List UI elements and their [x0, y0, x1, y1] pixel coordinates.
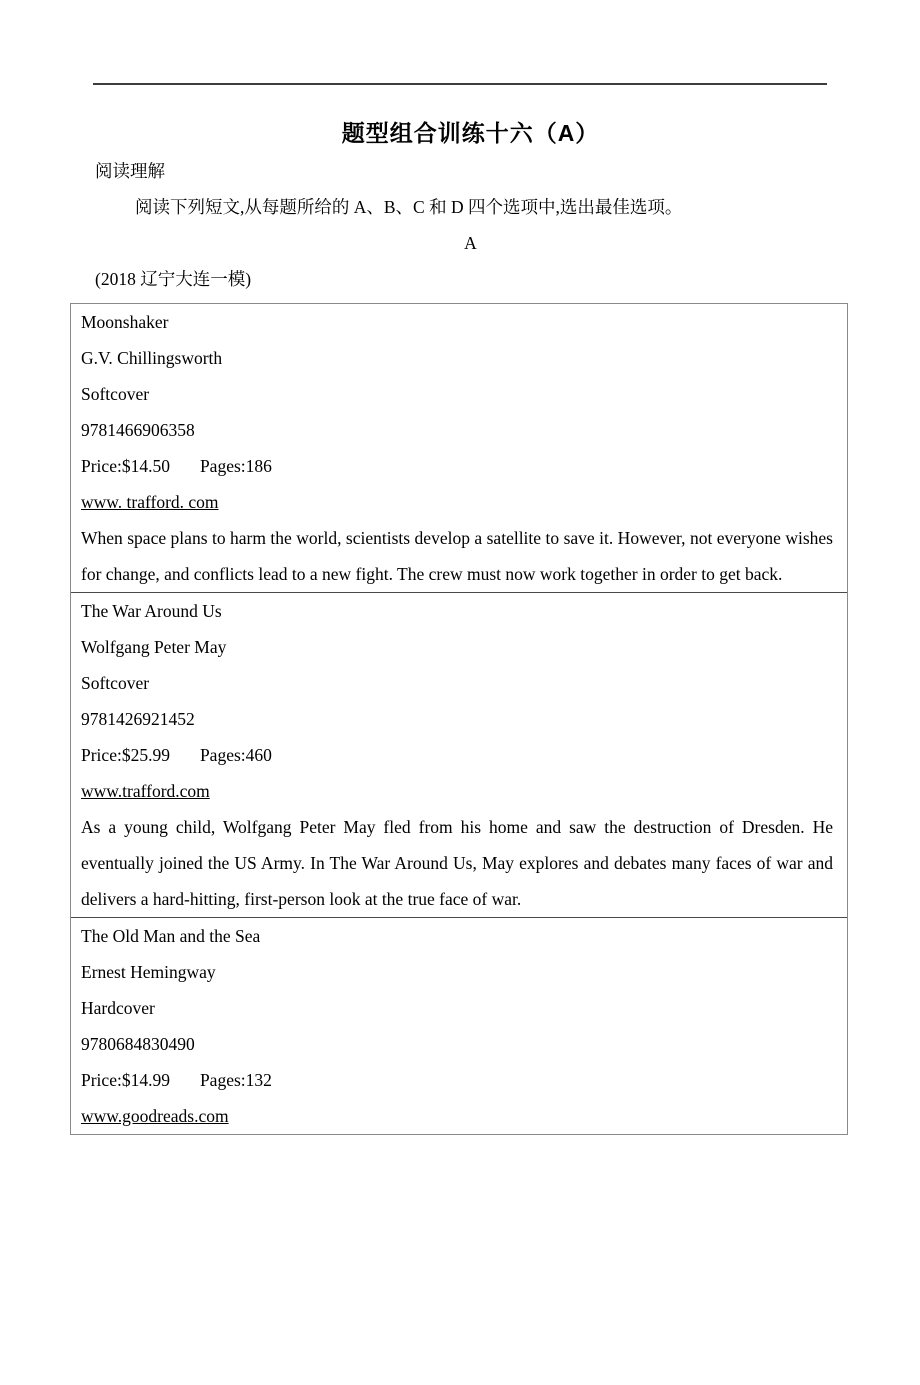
instruction-text: 阅读下列短文,从每题所给的 A、B、C 和 D 四个选项中,选出最佳选项。: [135, 197, 683, 217]
book-title: Moonshaker: [81, 312, 169, 332]
book-price: Price:$14.99: [81, 1070, 170, 1090]
book-pages: Pages:460: [199, 745, 272, 765]
source-note: (2018 辽宁大连一模): [95, 269, 252, 289]
book-pages: Pages:186: [199, 456, 272, 476]
book-format: Softcover: [81, 673, 150, 693]
book-entry: [71, 304, 847, 592]
book-price-pages: [81, 1062, 833, 1098]
book-pages: Pages:132: [199, 1070, 272, 1090]
header-rule: [93, 83, 827, 85]
book-isbn: 9781466906358: [81, 420, 195, 440]
book-price: Price:$25.99: [81, 745, 170, 765]
section-label: 阅读理解: [95, 161, 165, 181]
book-price-pages: [81, 448, 833, 484]
book-entry: [71, 592, 847, 917]
book-price-pages: [81, 737, 833, 773]
book-entry: [71, 917, 847, 1134]
book-url-link[interactable]: www.trafford.com: [81, 781, 210, 801]
book-format: Hardcover: [81, 998, 155, 1018]
book-url-link[interactable]: www. trafford. com: [81, 492, 219, 512]
book-price: Price:$14.50: [81, 456, 170, 476]
book-isbn: 9781426921452: [81, 709, 195, 729]
page-title: 题型组合训练十六（A）: [341, 120, 600, 146]
document-page: [0, 83, 920, 1385]
book-description: When space plans to harm the world, scientists develop a satellite to save it. However, not everyone wishes for change, and conflicts lead to a new fight. The crew must now work together in order to get back.: [81, 528, 833, 584]
book-description: As a young child, Wolfgang Peter May fled from his home and saw the destruction of Dresden. He eventually joined the US Army. In The War Around Us, May explores and debates many faces of war and delivers a hard-hitting, first-person look at the true face of war.: [81, 817, 833, 909]
book-title: The War Around Us: [81, 601, 222, 621]
book-url-link[interactable]: www.goodreads.com: [81, 1106, 229, 1126]
book-table: [70, 303, 848, 1135]
passage-label: A: [464, 233, 477, 253]
book-format: Softcover: [81, 384, 150, 404]
book-author: Ernest Hemingway: [81, 962, 216, 982]
book-title: The Old Man and the Sea: [81, 926, 261, 946]
book-isbn: 9780684830490: [81, 1034, 195, 1054]
book-author: G.V. Chillingsworth: [81, 348, 223, 368]
book-author: Wolfgang Peter May: [81, 637, 227, 657]
